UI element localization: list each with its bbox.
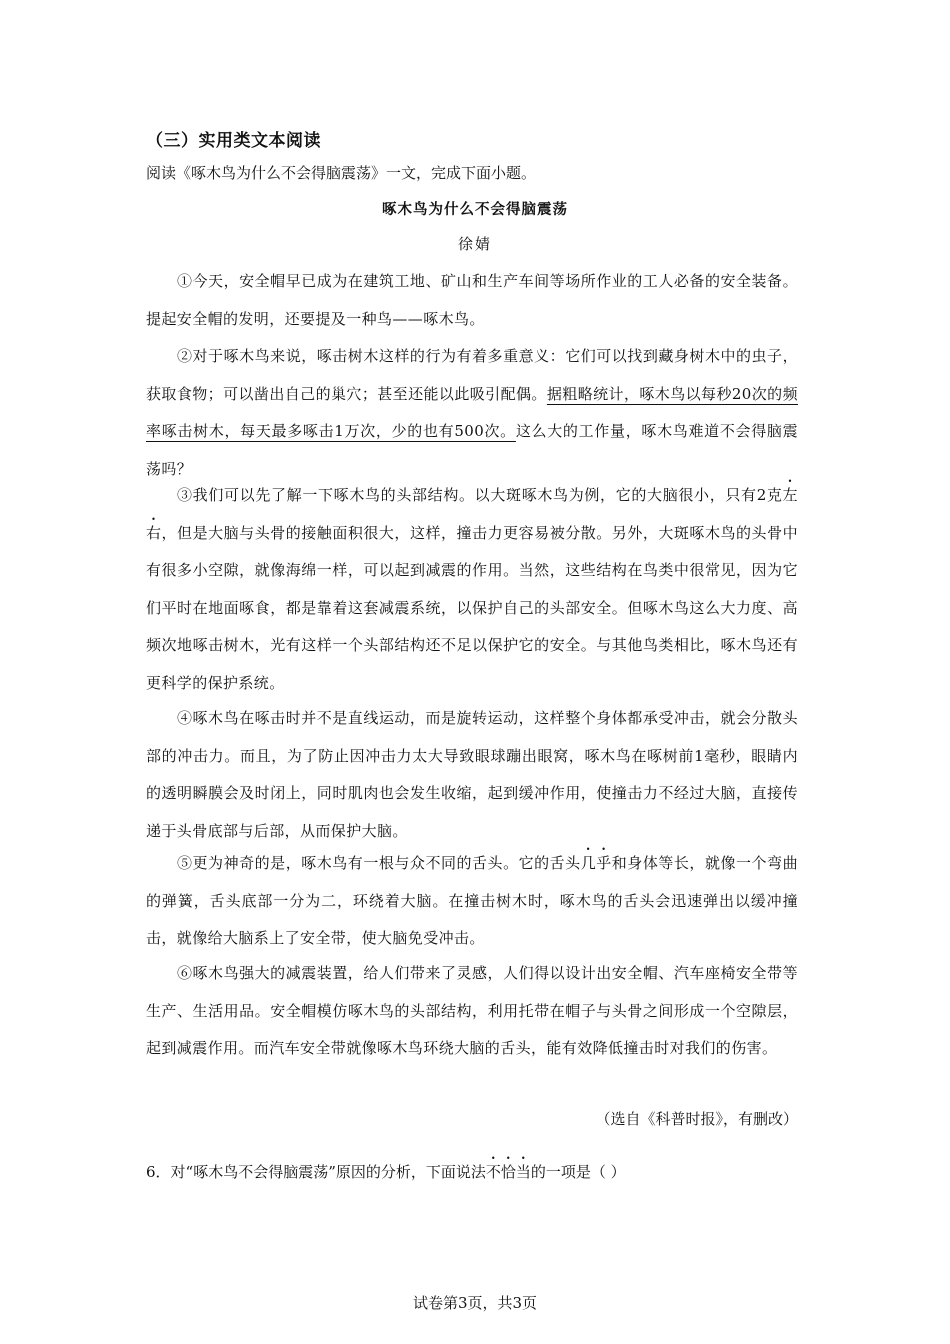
reading-instruction: 阅读《啄木鸟为什么不会得脑震荡》一文，完成下面小题。 xyxy=(146,164,537,182)
question-6-text-b: 的一项是（ ） xyxy=(530,1163,626,1181)
article-title: 啄木鸟为什么不会得脑震荡 xyxy=(382,201,568,218)
underlined-sentence: 据粗略统计，啄木鸟以每秒20次的频率啄击树木，每天最多啄击1万次，少的也有500次。 xyxy=(146,384,799,441)
paragraph-2-question: 这么大的工作量，啄木鸟难道不会得脑震荡吗？ xyxy=(146,422,798,478)
paragraph-5-text-a: ⑤更为神奇的是，啄木鸟有一根与众不同的舌头。它的舌头 xyxy=(177,854,581,872)
emphasis-dotted-word: 不恰当 xyxy=(485,1163,531,1181)
paragraph-2-text: ②对于啄木鸟来说，啄击树木这样的行为有着多重意义：它们可以找到藏身树木中的虫子，获取食物；可以凿出自己的巢穴；甚至还能以此吸引配偶。 xyxy=(146,347,798,403)
paragraph-6: ⑥啄木鸟强大的减震装置，给人们带来了灵感，人们得以设计出安全帽、汽车座椅安全带等生产、生活用品。安全帽模仿啄木鸟的头部结构，利用托带在帽子与头骨之间形成一个空隙层，起到减震作用。而汽车安全带就像啄木鸟环绕大脑的舌头，能有效降低撞击时对我们的伤害。 xyxy=(146,964,798,1058)
paragraph-3-text-a: ③我们可以先了解一下啄木鸟的头部结构。以大斑啄木鸟为例，它的大脑很小，只有2克 xyxy=(177,486,783,504)
article-author: 徐婧 xyxy=(457,235,492,253)
paragraph-3 xyxy=(146,477,798,703)
paragraph-1: ①今天，安全帽早已成为在建筑工地、矿山和生产车间等场所作业的工人必备的安全装备。提起安全帽的发明，还要提及一种鸟——啄木鸟。 xyxy=(146,272,798,328)
paragraph-5 xyxy=(146,845,798,958)
paragraph-4: ④啄木鸟在啄击时并不是直线运动，而是旋转运动，这样整个身体都承受冲击，就会分散头部的冲击力。而且，为了防止因冲击力太大导致眼球蹦出眼窝，啄木鸟在啄树前1毫秒，眼睛内的透明瞬膜会及时闭上，同时肌肉也会发生收缩，起到缓冲作用，使撞击力不经过大脑，直接传递于头骨底部与后部，从而保护大脑。 xyxy=(146,709,798,840)
section-title: （三）实用类文本阅读 xyxy=(146,131,321,151)
paragraph-5-text-b: 和身体等长，就像一个弯曲的弹簧，舌头底部一分为二，环绕着大脑。在撞击树木时，啄木鸟的舌头会迅速弹出以缓冲撞击，就像给大脑系上了安全带，使大脑免受冲击。 xyxy=(146,854,798,948)
emphasis-dotted-word: 左右 xyxy=(146,486,798,542)
question-6 xyxy=(146,1154,626,1182)
emphasis-dotted-word: 几乎 xyxy=(580,854,612,872)
page-footer: 试卷第3页，共3页 xyxy=(412,1294,538,1312)
question-6-text-a: 6．对“啄木鸟不会得脑震荡”原因的分析，下面说法 xyxy=(146,1163,486,1181)
paragraph-2 xyxy=(146,338,798,488)
source-citation: （选自《科普时报》，有删改） xyxy=(595,1110,798,1128)
paragraph-3-text-b: ，但是大脑与头骨的接触面积很大，这样，撞击力更容易被分散。另外，大斑啄木鸟的头骨中有很多小空隙，就像海绵一样，可以起到减震的作用。当然，这些结构在鸟类中很常见，因为它们平时在地面啄食，都是靠着这套减震系统，以保护自己的头部安全。但啄木鸟这么大力度、高频次地啄击树木，光有这样一个头部结构还不足以保护它的安全。与其他鸟类相比，啄木鸟还有更科学的保护系统。 xyxy=(146,523,798,692)
